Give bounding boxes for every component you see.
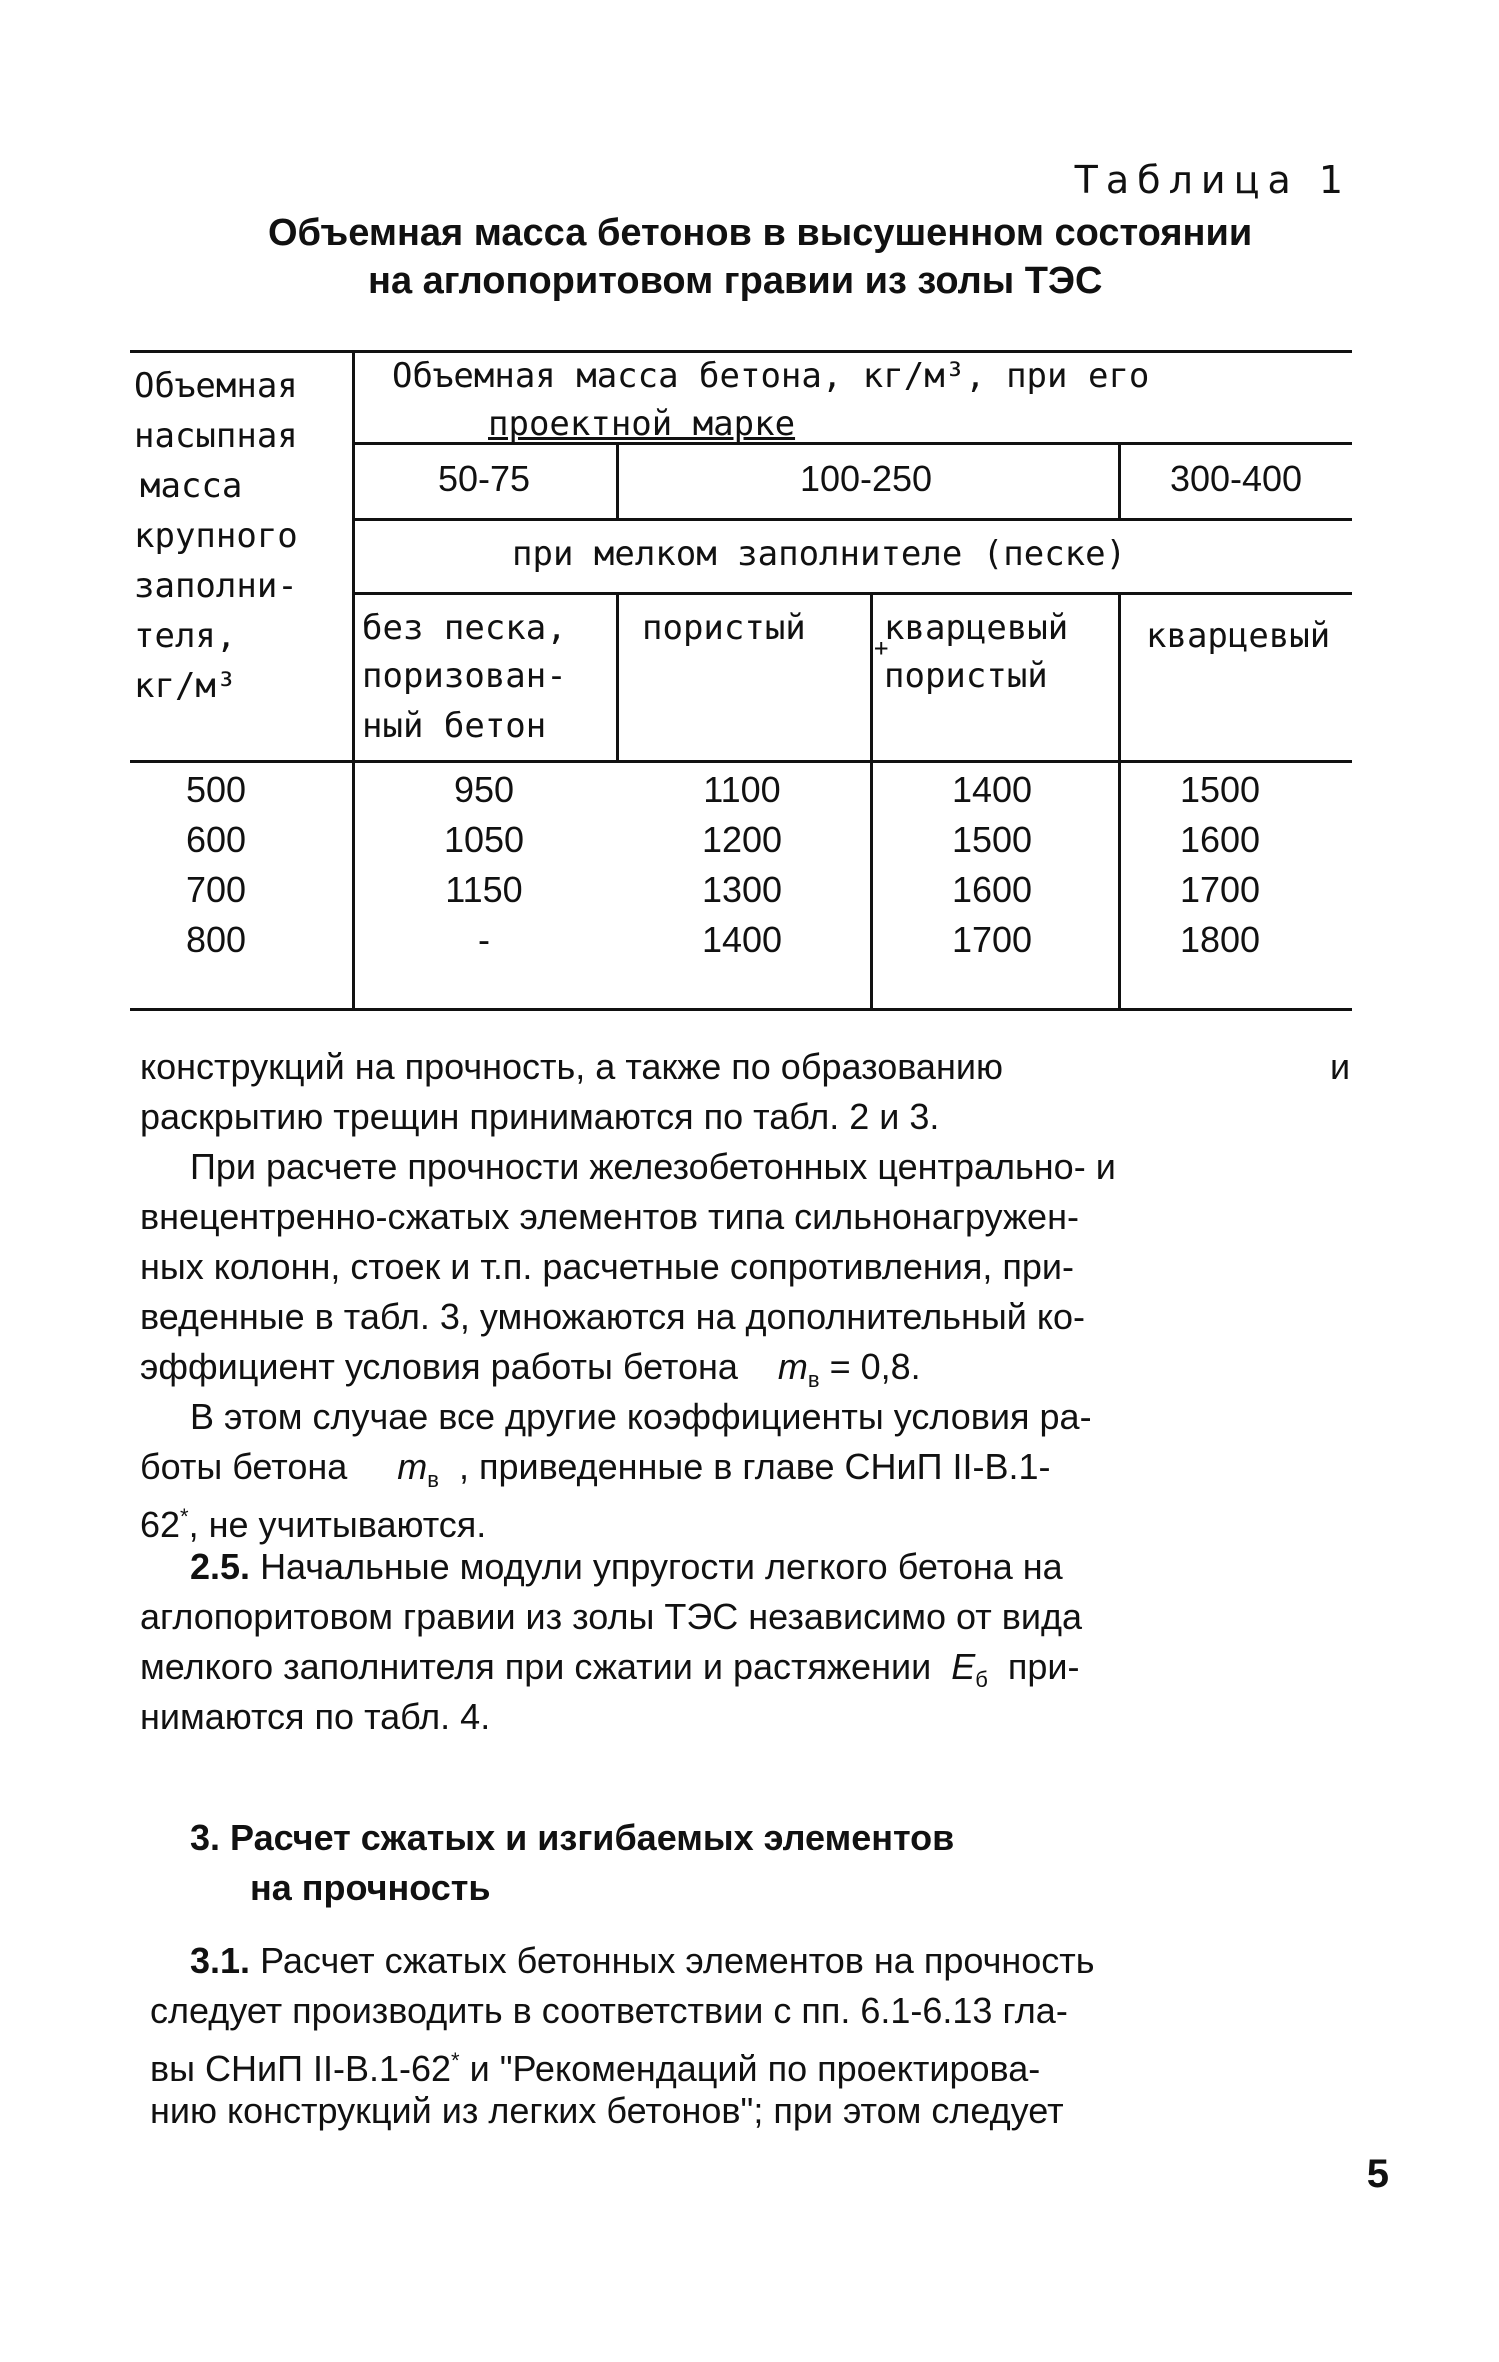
type-quartz-porous-plus: + [874, 634, 889, 662]
cell-value: 1200 [701, 819, 783, 860]
paragraph-line: нимаются по табл. 4. [140, 1696, 491, 1737]
type-no-sand-line: поризован- [362, 656, 567, 696]
fine-rule [352, 518, 1352, 521]
paragraph-line: раскрытию трещин принимаются по табл. 2 и 3. [140, 1096, 940, 1137]
row-header-line: Объемная [134, 366, 298, 406]
paragraph-line: аглопоритовом гравии из золы ТЭС независимо от вида [140, 1596, 1082, 1637]
section-heading-line2: на прочность [250, 1867, 491, 1908]
cell-value: 1600 [1179, 819, 1261, 860]
cell-value: 1600 [951, 869, 1033, 910]
col-divider-2 [616, 592, 619, 760]
text-segment: мелкого заполнителя при сжатии и растяжении [140, 1646, 932, 1687]
type-quartz: кварцевый [1146, 616, 1331, 656]
coefficient-subscript: в [427, 1467, 439, 1493]
cell-mass: 700 [185, 869, 247, 910]
cell-value: 1500 [1179, 769, 1261, 810]
grade-50-75: 50-75 [437, 458, 531, 499]
type-porous: пористый [642, 608, 806, 648]
cell-value: 1700 [1179, 869, 1261, 910]
cell-value: 1400 [951, 769, 1033, 810]
modulus-symbol: E [951, 1646, 976, 1687]
group-header-line1: Объемная масса бетона, кг/м³, при его [392, 356, 1150, 396]
paragraph-number: 3.1. [190, 1940, 251, 1981]
cell-value: 950 [453, 769, 515, 810]
paragraph-line [190, 1936, 1094, 1986]
paragraph-line: внецентренно-сжатых элементов типа сильнонагружен- [140, 1196, 1079, 1237]
header-bottom-rule [130, 760, 1352, 763]
col-divider-1 [352, 350, 355, 1010]
type-quartz-porous-line: пористый [884, 656, 1048, 696]
cell-mass: 600 [185, 819, 247, 860]
text-segment: при- [1007, 1646, 1080, 1687]
cell-value: 1150 [445, 869, 523, 910]
page-number: 5 [1366, 2152, 1389, 2196]
paragraph-line-end: и [1330, 1046, 1351, 1087]
paragraph-line: В этом случае все другие коэффициенты условия ра- [190, 1396, 1092, 1437]
row-header-line: заполни- [134, 566, 298, 606]
text-segment: эффициент условия работы бетона [140, 1346, 738, 1387]
row-header-line: кг/м³ [134, 666, 237, 706]
paragraph-line: нию конструкций из легких бетонов"; при этом следует [150, 2090, 1064, 2131]
paragraph-line: При расчете прочности железобетонных центрально- и [190, 1146, 1116, 1187]
row-header-line: насыпная [134, 416, 298, 456]
grade-divider-2 [1118, 442, 1121, 520]
text-segment: и "Рекомендаций по проектирова- [459, 2048, 1041, 2089]
cell-value: 1800 [1179, 919, 1261, 960]
text-segment: боты бетона [140, 1446, 348, 1487]
col-divider-3 [870, 592, 873, 1010]
text-segment: Начальные модули упругости легкого бетона на [260, 1546, 1063, 1587]
superscript: * [451, 2048, 460, 2073]
section-heading-line1: 3. Расчет сжатых и изгибаемых элементов [190, 1817, 955, 1858]
coefficient-subscript: в [807, 1367, 820, 1393]
paragraph-line: веденные в табл. 3, умножаются на дополнительный ко- [140, 1296, 1085, 1337]
type-no-sand-line: ный бетон [362, 706, 547, 746]
cell-value: 1400 [701, 919, 783, 960]
row-header-line: крупного [134, 516, 298, 556]
cell-mass: 800 [185, 919, 247, 960]
table-bottom-rule [130, 1008, 1352, 1011]
type-quartz-porous-line: кварцевый [884, 608, 1069, 648]
coefficient-symbol: m [397, 1446, 428, 1487]
paragraph-line [190, 1542, 1063, 1592]
fine-aggregate-header: при мелком заполнителе (песке) [512, 534, 1127, 574]
table-title-line2: на аглопоритовом гравии из золы ТЭС [368, 260, 1103, 302]
cell-value: 1500 [951, 819, 1033, 860]
row-header-line: теля, [134, 616, 237, 656]
cell-value: 1100 [703, 769, 781, 810]
grade-300-400: 300-400 [1169, 458, 1303, 499]
coefficient-symbol: m [777, 1346, 808, 1387]
row-header-line: масса [140, 466, 243, 506]
group-header-line2: проектной марке [488, 404, 796, 444]
table-title-line1: Объемная масса бетонов в высушенном состоянии [268, 212, 1253, 254]
text-segment: , приведенные в главе СНиП II-В.1- [458, 1446, 1051, 1487]
types-rule [352, 592, 1352, 595]
paragraph-line: ных колонн, стоек и т.п. расчетные сопротивления, при- [140, 1246, 1075, 1287]
paragraph-line: следует производить в соответствии с пп. 6.1-6.13 гла- [150, 1990, 1068, 2031]
grade-divider-1 [616, 442, 619, 520]
cell-value: 1300 [701, 869, 783, 910]
text-segment: Расчет сжатых бетонных элементов на прочность [260, 1940, 1095, 1981]
text-segment: вы СНиП II-В.1-62 [150, 2048, 452, 2089]
paragraph-line: конструкций на прочность, а также по образованию [140, 1046, 1003, 1087]
grade-100-250: 100-250 [799, 458, 933, 499]
text-segment: , не учитываются. [188, 1504, 487, 1545]
cell-mass: 500 [185, 769, 247, 810]
paragraph-number: 2.5. [190, 1546, 251, 1587]
cell-value: - [478, 919, 490, 960]
cell-value: 1050 [443, 819, 525, 860]
text-segment: 62 [140, 1504, 181, 1545]
text-segment: = 0,8. [819, 1346, 921, 1387]
cell-value: 1700 [951, 919, 1033, 960]
superscript: * [180, 1504, 189, 1529]
modulus-subscript: б [975, 1667, 988, 1693]
type-no-sand-line: без песка, [362, 608, 567, 648]
table-label: Таблица 1 [1074, 158, 1351, 202]
